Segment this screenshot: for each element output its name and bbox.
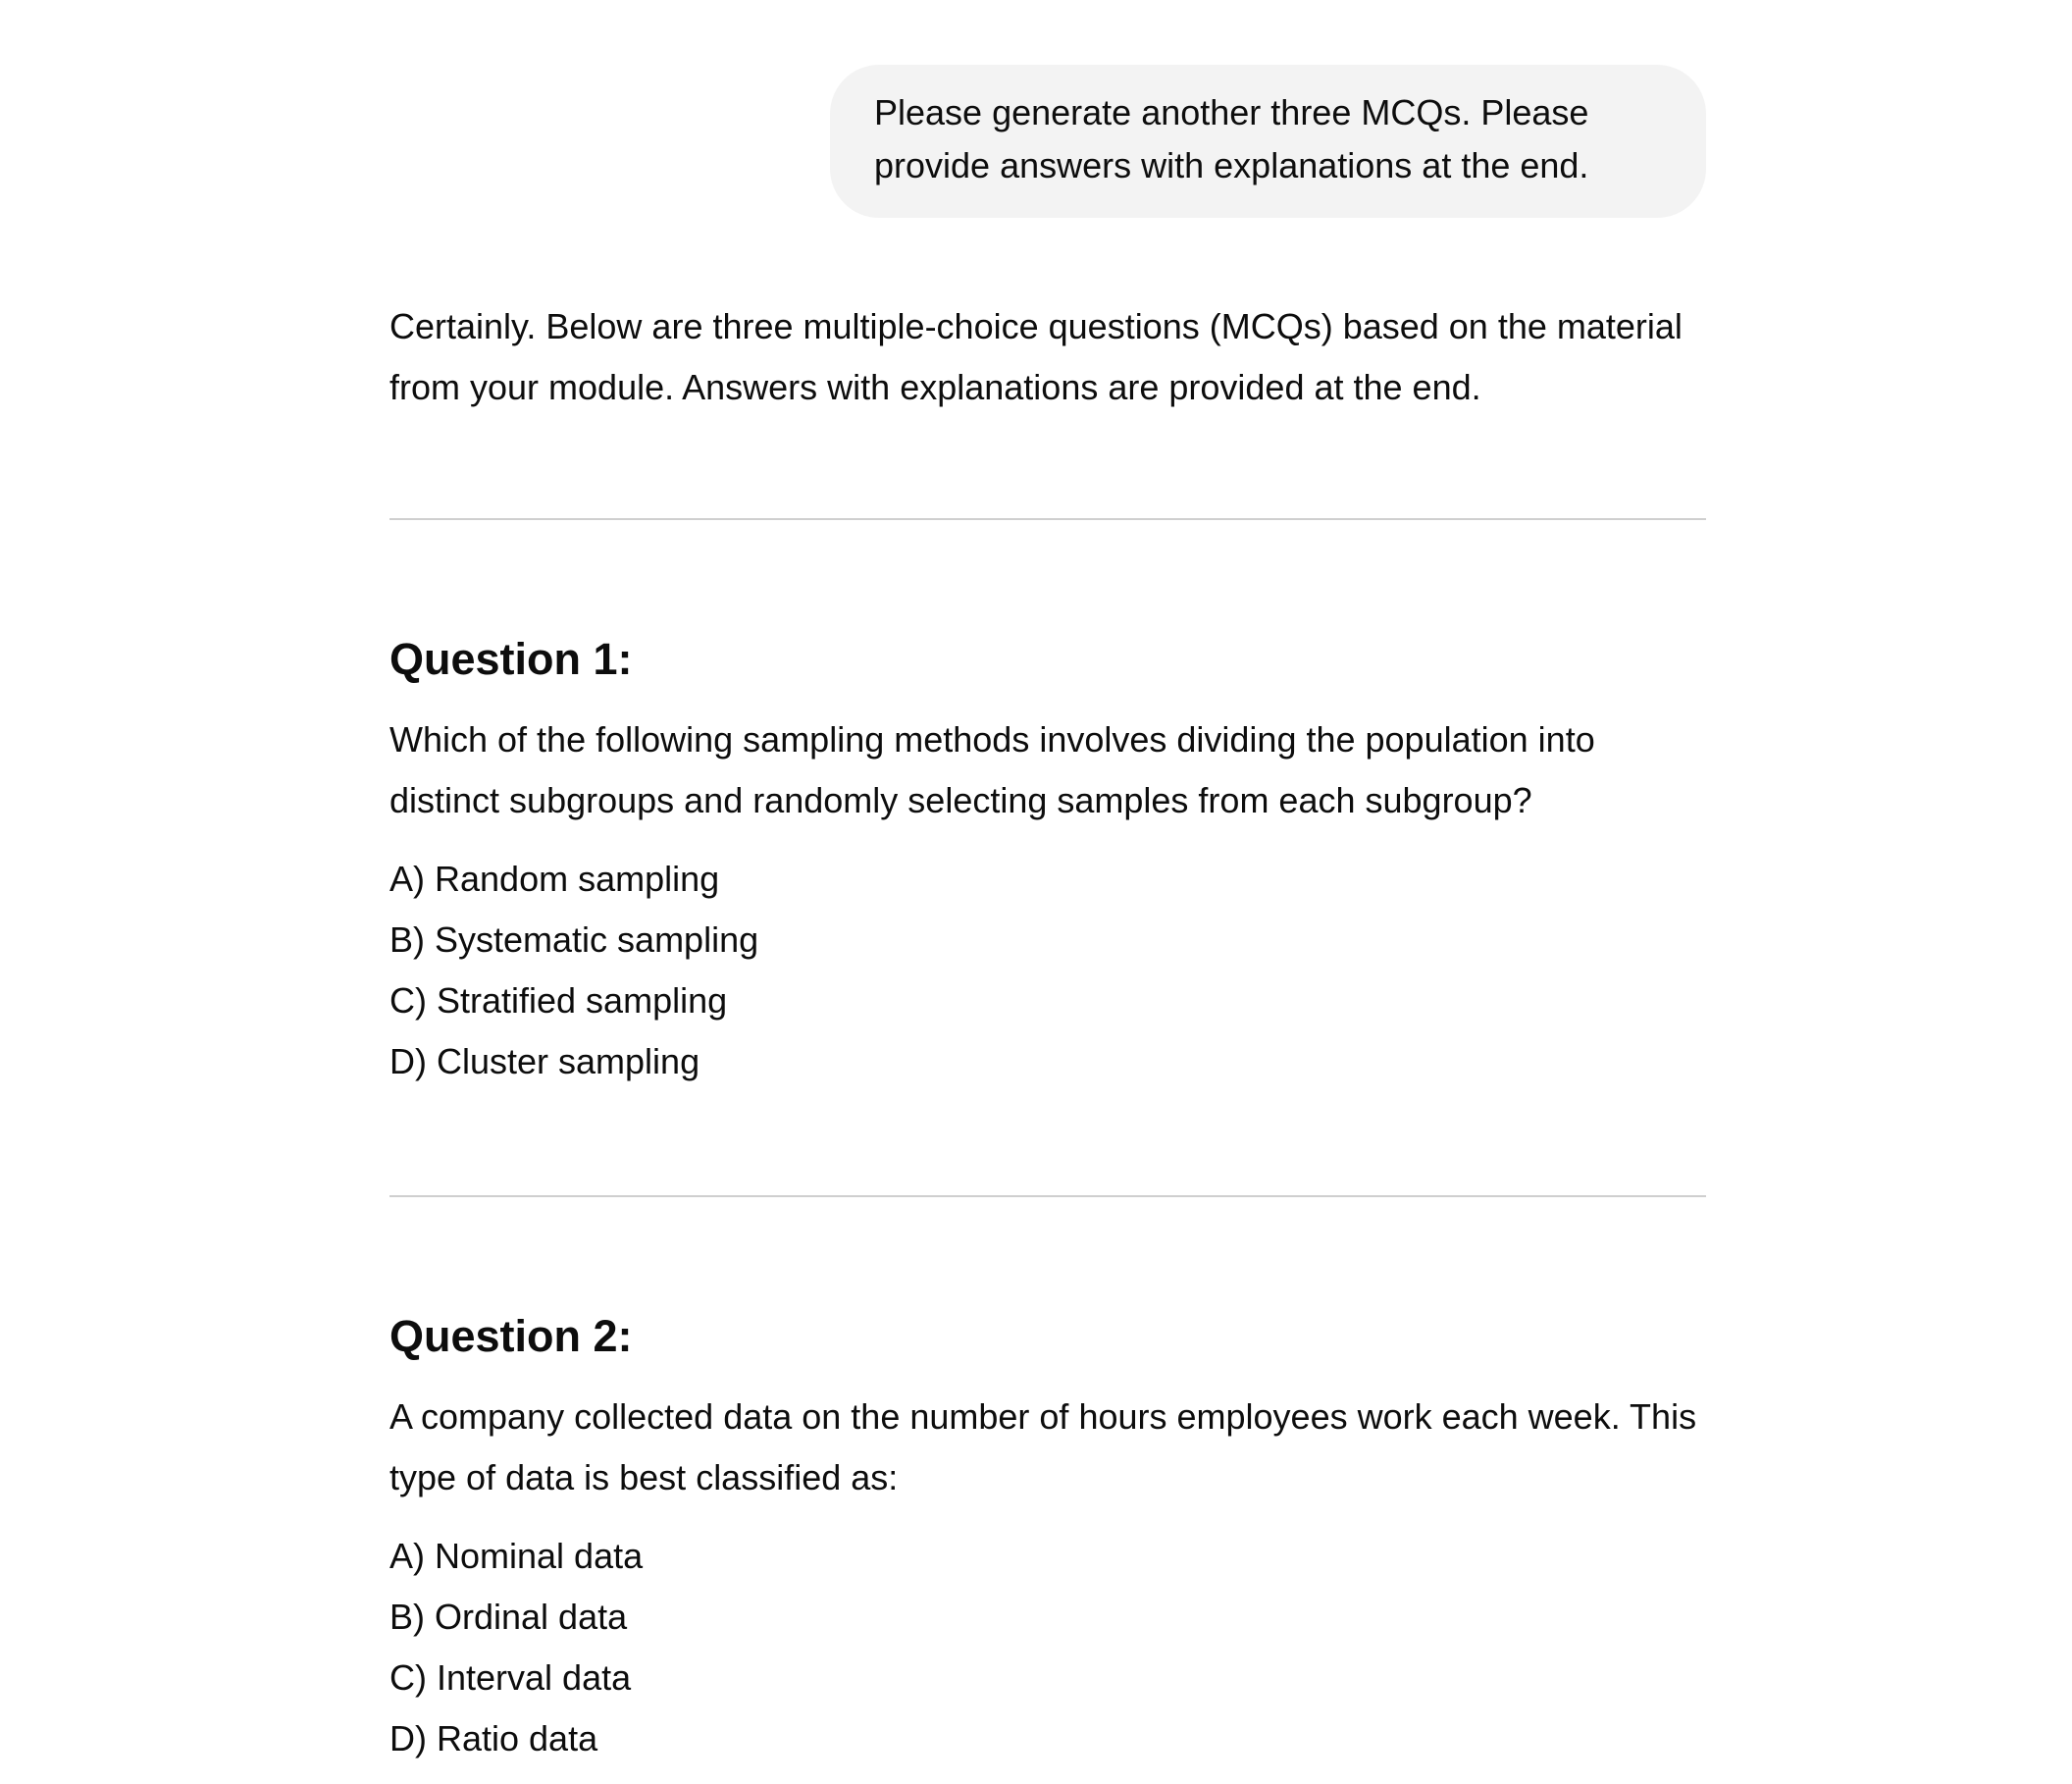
question-2-options: [389, 1526, 1706, 1769]
question-2-text: A company collected data on the number of hours employees work each week. This type of data is best classified as:: [389, 1396, 1697, 1497]
option-a: A) Random sampling: [389, 859, 720, 899]
question-1-options: [389, 849, 1706, 1092]
divider: [389, 1195, 1706, 1197]
option-c: C) Interval data: [389, 1657, 632, 1698]
question-2-title: Question 2:: [389, 1311, 633, 1361]
assistant-intro: Certainly. Below are three multiple-choice questions (MCQs) based on the material from your module. Answers with explanations are provided at the end.: [389, 306, 1683, 407]
option-d: D) Cluster sampling: [389, 1041, 700, 1081]
question-1-text: Which of the following sampling methods involves dividing the population into distinct subgroups and randomly selecting samples from each subgroup?: [389, 719, 1595, 820]
option-b: B) Systematic sampling: [389, 919, 759, 960]
option-a: A) Nominal data: [389, 1536, 644, 1576]
option-c: C) Stratified sampling: [389, 980, 728, 1021]
option-d: D) Ratio data: [389, 1718, 598, 1758]
user-message-row: [389, 65, 1706, 218]
divider: [389, 518, 1706, 520]
chat-thread: [389, 0, 1706, 1769]
question-1-title: Question 1:: [389, 634, 633, 684]
user-message-text: Please generate another three MCQs. Please provide answers with explanations at the end.: [874, 92, 1589, 185]
option-b: B) Ordinal data: [389, 1597, 628, 1637]
assistant-response: [389, 296, 1706, 1769]
question-1: [389, 632, 1706, 1092]
question-2: [389, 1309, 1706, 1769]
user-message-bubble: [830, 65, 1706, 218]
